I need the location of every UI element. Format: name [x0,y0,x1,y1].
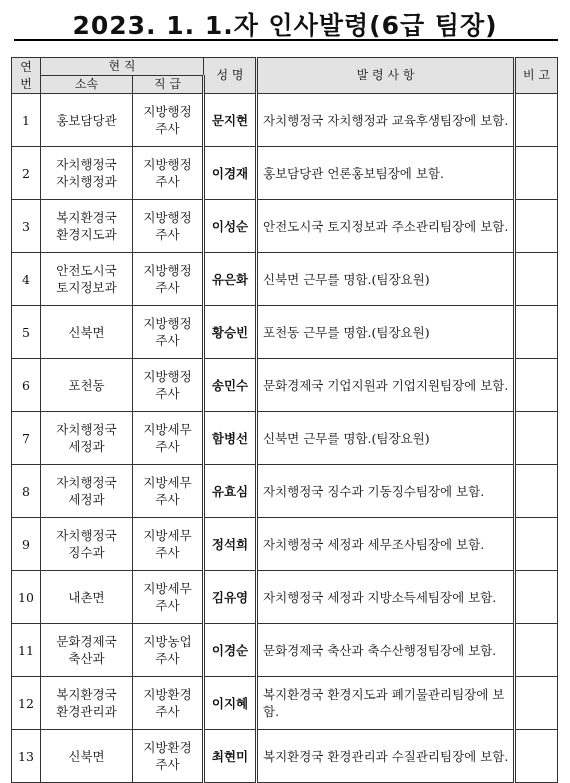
header-name: 성 명 [204,58,257,94]
cell-rank: 지방행정 주사 [133,200,204,253]
cell-dept: 자치행정국 자치행정과 [41,147,133,200]
header-row-top [12,58,558,76]
cell-no: 8 [12,465,41,518]
cell-rank: 지방행정 주사 [133,359,204,412]
cell-dept: 신북면 [41,730,133,783]
cell-order: 홍보담당관 언론홍보팀장에 보함. [257,147,515,200]
cell-name: 유은화 [204,253,257,306]
cell-rank: 지방행정 주사 [133,253,204,306]
cell-note [515,147,558,200]
cell-dept: 복지환경국 환경관리과 [41,677,133,730]
cell-note [515,518,558,571]
cell-dept: 홍보담당관 [41,94,133,147]
cell-order: 문화경제국 기업지원과 기업지원팀장에 보함. [257,359,515,412]
cell-note [515,465,558,518]
cell-note [515,200,558,253]
cell-note [515,571,558,624]
cell-dept: 신북면 [41,306,133,359]
cell-note [515,624,558,677]
cell-rank: 지방환경 주사 [133,730,204,783]
title-underline [14,39,558,41]
cell-rank: 지방행정 주사 [133,306,204,359]
cell-rank: 지방행정 주사 [133,94,204,147]
cell-name: 함병선 [204,412,257,465]
table-row [12,571,558,624]
table-row [12,306,558,359]
cell-no: 11 [12,624,41,677]
page-title: 2023. 1. 1.자 인사발령(6급 팀장) [72,11,498,40]
header-order: 발 령 사 항 [257,58,515,94]
table-row [12,253,558,306]
cell-rank: 지방세무 주사 [133,571,204,624]
cell-name: 황승빈 [204,306,257,359]
cell-note [515,730,558,783]
header-no: 연 번 [12,58,41,94]
cell-order: 안전도시국 토지정보과 주소관리팀장에 보함. [257,200,515,253]
cell-note [515,94,558,147]
cell-order: 문화경제국 축산과 축수산행정팀장에 보함. [257,624,515,677]
cell-dept: 복지환경국 환경지도과 [41,200,133,253]
table-row [12,147,558,200]
cell-no: 12 [12,677,41,730]
cell-name: 이성순 [204,200,257,253]
cell-no: 1 [12,94,41,147]
cell-dept: 내촌면 [41,571,133,624]
cell-name: 최현미 [204,730,257,783]
cell-order: 자치행정국 세정과 지방소득세팀장에 보함. [257,571,515,624]
cell-name: 유효심 [204,465,257,518]
cell-dept: 문화경제국 축산과 [41,624,133,677]
cell-no: 5 [12,306,41,359]
cell-order: 자치행정국 세정과 세무조사팀장에 보함. [257,518,515,571]
cell-name: 송민수 [204,359,257,412]
cell-no: 2 [12,147,41,200]
cell-order: 신북면 근무를 명함.(팀장요원) [257,412,515,465]
table-row [12,359,558,412]
cell-order: 신북면 근무를 명함.(팀장요원) [257,253,515,306]
cell-name: 이경순 [204,624,257,677]
cell-no: 9 [12,518,41,571]
header-note: 비 고 [515,58,558,94]
cell-no: 13 [12,730,41,783]
cell-name: 문지현 [204,94,257,147]
cell-note [515,306,558,359]
cell-dept: 자치행정국 징수과 [41,518,133,571]
cell-name: 이지혜 [204,677,257,730]
cell-order: 복지환경국 환경지도과 폐기물관리팀장에 보함. [257,677,515,730]
cell-note [515,253,558,306]
cell-name: 김유영 [204,571,257,624]
cell-name: 정석희 [204,518,257,571]
cell-note [515,412,558,465]
cell-dept: 안전도시국 토지정보과 [41,253,133,306]
table-row [12,94,558,147]
table-row [12,730,558,783]
table-row [12,677,558,730]
cell-rank: 지방세무 주사 [133,518,204,571]
cell-no: 6 [12,359,41,412]
cell-no: 3 [12,200,41,253]
cell-note [515,677,558,730]
cell-name: 이경재 [204,147,257,200]
cell-no: 4 [12,253,41,306]
cell-rank: 지방세무 주사 [133,465,204,518]
cell-rank: 지방환경 주사 [133,677,204,730]
cell-no: 10 [12,571,41,624]
table-row [12,518,558,571]
cell-rank: 지방세무 주사 [133,412,204,465]
cell-rank: 지방농업 주사 [133,624,204,677]
cell-dept: 자치행정국 세정과 [41,465,133,518]
cell-no: 7 [12,412,41,465]
cell-order: 자치행정국 자치행정과 교육후생팀장에 보함. [257,94,515,147]
personnel-table [11,57,558,783]
header-rank: 직 급 [133,76,204,94]
cell-order: 복지환경국 환경관리과 수질관리팀장에 보함. [257,730,515,783]
cell-dept: 포천동 [41,359,133,412]
table-row [12,624,558,677]
table-row [12,200,558,253]
cell-note [515,359,558,412]
table-row [12,465,558,518]
cell-order: 포천동 근무를 명함.(팀장요원) [257,306,515,359]
cell-rank: 지방행정 주사 [133,147,204,200]
cell-dept: 자치행정국 세정과 [41,412,133,465]
header-dept: 소속 [41,76,133,94]
cell-order: 자치행정국 징수과 기동징수팀장에 보함. [257,465,515,518]
header-current-position: 현 직 [41,58,204,76]
table-row [12,412,558,465]
